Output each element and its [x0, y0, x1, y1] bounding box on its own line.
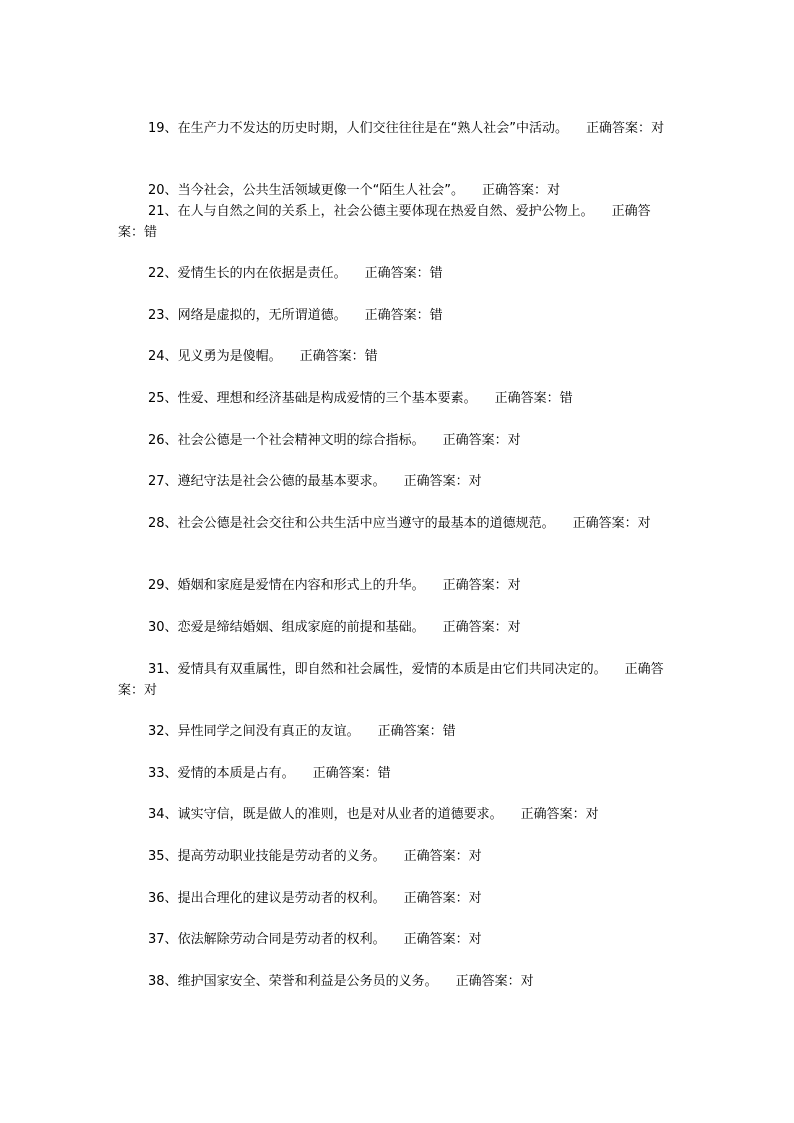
question-text: 社会公德是社会交往和公共生活中应当遵守的最基本的道德规范。	[177, 516, 555, 531]
question-text: 爱情生长的内在依据是责任。	[177, 266, 347, 281]
answer-label: 正确答案：	[312, 766, 378, 781]
question-item	[118, 263, 670, 284]
question-item	[118, 804, 670, 825]
question-separator: 、	[164, 849, 178, 864]
question-text: 见义勇为是傻帽。	[177, 349, 282, 364]
answer-label: 正确答案：	[442, 433, 508, 448]
answer-label: 正确答案：	[403, 932, 469, 947]
question-number: 28	[148, 516, 165, 531]
question-item	[118, 346, 670, 367]
question-item	[118, 659, 670, 701]
question-text: 性爱、理想和经济基础是构成爱情的三个基本要素。	[177, 391, 477, 406]
question-separator: 、	[164, 516, 178, 531]
answer-label: 正确答案：	[364, 266, 430, 281]
question-text: 遵纪守法是社会公德的最基本要求。	[177, 474, 386, 489]
question-text: 在生产力不发达的历史时期，人们交往往往是在“熟人社会”中活动。	[177, 121, 569, 136]
answer-label: 正确答案：	[455, 974, 521, 989]
question-item	[118, 575, 670, 596]
answer-value: 对	[637, 516, 651, 531]
question-item	[118, 846, 670, 867]
question-separator: 、	[164, 932, 178, 947]
answer-value: 错	[144, 225, 158, 240]
question-separator: 、	[164, 891, 178, 906]
question-separator: 、	[164, 391, 178, 406]
question-separator: 、	[164, 474, 178, 489]
question-item	[118, 305, 670, 326]
question-item	[118, 888, 670, 909]
answer-value: 对	[547, 183, 561, 198]
question-separator: 、	[164, 204, 178, 219]
question-item	[118, 180, 670, 201]
question-separator: 、	[164, 620, 178, 635]
answer-value: 对	[144, 683, 158, 698]
question-text: 当今社会，公共生活领域更像一个“陌生人社会”。	[177, 183, 465, 198]
question-separator: 、	[164, 266, 178, 281]
question-item	[118, 388, 670, 409]
answer-value: 对	[468, 891, 482, 906]
question-number: 37	[148, 932, 165, 947]
question-text: 提出合理化的建议是劳动者的权利。	[177, 891, 386, 906]
answer-value: 对	[507, 578, 521, 593]
answer-value: 错	[429, 266, 443, 281]
answer-value: 错	[442, 724, 456, 739]
question-separator: 、	[164, 662, 178, 677]
answer-value: 错	[559, 391, 573, 406]
question-separator: 、	[164, 183, 178, 198]
question-number: 38	[148, 974, 165, 989]
answer-label: 正确答案：	[403, 474, 469, 489]
question-item	[118, 430, 670, 451]
question-separator: 、	[164, 121, 178, 136]
question-separator: 、	[164, 308, 178, 323]
question-number: 32	[148, 724, 165, 739]
answer-value: 对	[468, 474, 482, 489]
question-text: 维护国家安全、荣誉和利益是公务员的义务。	[177, 974, 438, 989]
question-separator: 、	[164, 974, 178, 989]
question-text: 异性同学之间没有真正的友谊。	[177, 724, 360, 739]
question-item	[118, 617, 670, 638]
question-separator: 、	[164, 433, 178, 448]
question-separator: 、	[164, 578, 178, 593]
question-text: 社会公德是一个社会精神文明的综合指标。	[177, 433, 425, 448]
question-text: 网络是虚拟的，无所谓道德。	[177, 308, 347, 323]
question-text: 依法解除劳动合同是劳动者的权利。	[177, 932, 386, 947]
question-number: 19	[148, 121, 165, 136]
question-number: 26	[148, 433, 165, 448]
question-text: 爱情的本质是占有。	[177, 766, 295, 781]
question-text: 婚姻和家庭是爱情在内容和形式上的升华。	[177, 578, 425, 593]
question-item	[118, 929, 670, 950]
question-item	[118, 971, 670, 992]
answer-label: 正确答案：	[572, 516, 638, 531]
answer-value: 错	[429, 308, 443, 323]
answer-label: 正确答案：	[118, 204, 651, 240]
question-number: 22	[148, 266, 165, 281]
question-number: 34	[148, 807, 165, 822]
answer-label: 正确答案：	[586, 121, 652, 136]
question-number: 33	[148, 766, 165, 781]
question-text: 爱情具有双重属性，即自然和社会属性，爱情的本质是由它们共同决定的。	[177, 662, 607, 677]
question-separator: 、	[164, 766, 178, 781]
answer-label: 正确答案：	[403, 849, 469, 864]
answer-value: 对	[507, 433, 521, 448]
question-separator: 、	[164, 349, 178, 364]
question-text: 诚实守信，既是做人的准则，也是对从业者的道德要求。	[177, 807, 503, 822]
answer-label: 正确答案：	[482, 183, 548, 198]
answer-value: 对	[507, 620, 521, 635]
answer-label: 正确答案：	[364, 308, 430, 323]
question-item	[118, 721, 670, 742]
question-number: 27	[148, 474, 165, 489]
answer-label: 正确答案：	[377, 724, 443, 739]
question-number: 31	[148, 662, 165, 677]
answer-value: 对	[520, 974, 534, 989]
question-text: 提高劳动职业技能是劳动者的义务。	[177, 849, 386, 864]
question-number: 23	[148, 308, 165, 323]
answer-value: 对	[468, 932, 482, 947]
question-number: 35	[148, 849, 165, 864]
question-number: 25	[148, 391, 165, 406]
answer-label: 正确答案：	[494, 391, 560, 406]
question-number: 29	[148, 578, 165, 593]
answer-label: 正确答案：	[442, 578, 508, 593]
question-item	[118, 763, 670, 784]
answer-label: 正确答案：	[520, 807, 586, 822]
question-number: 30	[148, 620, 165, 635]
question-item	[118, 118, 670, 139]
question-text: 在人与自然之间的关系上，社会公德主要体现在热爱自然、爱护公物上。	[177, 204, 594, 219]
answer-label: 正确答案：	[442, 620, 508, 635]
answer-label: 正确答案：	[118, 662, 664, 698]
answer-value: 对	[651, 121, 665, 136]
question-number: 24	[148, 349, 165, 364]
answer-label: 正确答案：	[403, 891, 469, 906]
answer-value: 对	[585, 807, 599, 822]
answer-label: 正确答案：	[299, 349, 365, 364]
answer-value: 错	[377, 766, 391, 781]
question-number: 36	[148, 891, 165, 906]
question-number: 21	[148, 204, 165, 219]
question-text: 恋爱是缔结婚姻、组成家庭的前提和基础。	[177, 620, 425, 635]
question-item	[118, 513, 670, 534]
question-item	[118, 201, 670, 243]
question-item	[118, 471, 670, 492]
question-separator: 、	[164, 724, 178, 739]
question-separator: 、	[164, 807, 178, 822]
answer-value: 对	[468, 849, 482, 864]
answer-value: 错	[364, 349, 378, 364]
question-number: 20	[148, 183, 165, 198]
